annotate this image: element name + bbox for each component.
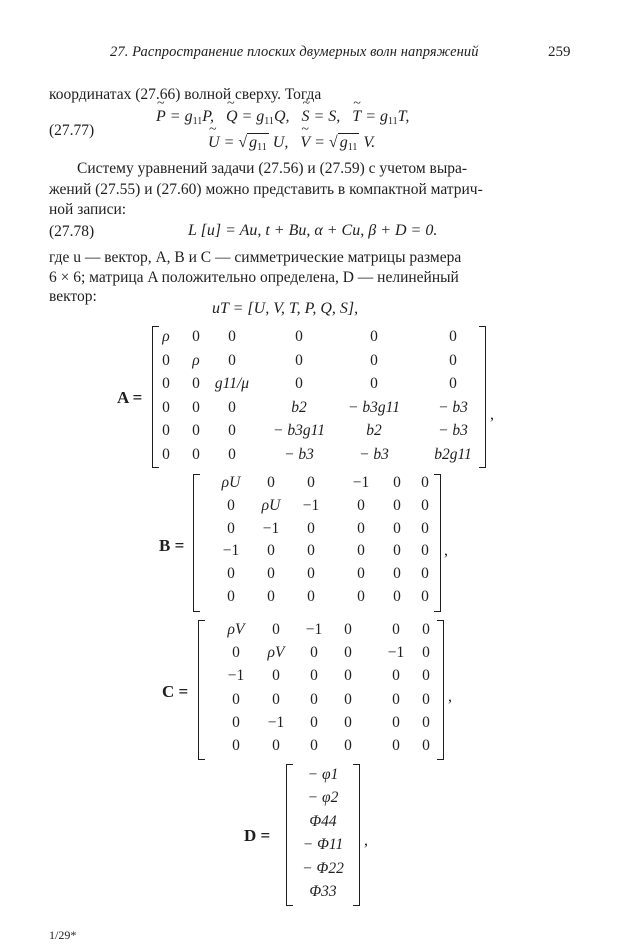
matrix-b-cell-r5-c5: 0 [393,565,401,583]
matrix-c-cell-r1-c1: ρV [227,621,245,638]
equation-27-77-line-2: ~ U = √ $g_{11}$ U, ~ V = √ $g_{11}$ V. [208,134,375,153]
matrix-c-cell-r4-c5: 0 [392,690,400,708]
matrix-b-cell-r6-c5: 0 [393,588,401,605]
vector-d-entry-5: − Φ22 [302,859,344,877]
matrix-a-cell-r3-c6: 0 [449,375,457,392]
matrix-c-cell-r5-c4: 0 [344,713,352,731]
matrix-b-cell-r4-c2: 0 [267,542,275,560]
matrix-c-cell-r2-c6: 0 [422,644,430,662]
matrix-c-cell-r3-c3: 0 [310,667,318,685]
matrix-a-right-bracket [479,326,486,468]
matrix-a-cell-r3-c3: g11/μ [214,375,250,392]
matrix-c-cell-r4-c2: 0 [272,690,280,708]
equation-number-27-77: (27.77) [49,122,95,139]
matrix-b-cell-r4-c3: 0 [307,542,315,560]
vector-d-entry-1: − φ1 [307,766,339,783]
matrix-b-cell-r2-c2: ρU [261,496,281,514]
matrix-a-cell-r1-c6: 0 [449,328,457,345]
matrix-b-cell-r4-c4: 0 [357,542,365,560]
matrix-b-label: B = [159,536,185,555]
matrix-b-cell-r3-c6: 0 [421,519,429,537]
matrix-b-cell-r1-c2: 0 [267,474,275,491]
matrix-b-cell-r3-c3: 0 [307,519,315,537]
matrix-c-cell-r5-c5: 0 [392,713,400,731]
printer-signature: 1/29* [49,928,77,942]
matrix-a-label: A = [117,388,143,407]
matrix-a-cell-r1-c3: 0 [228,328,236,345]
matrix-c [198,620,444,760]
matrix-c-cell-r6-c5: 0 [392,737,400,754]
text-para1-line-3: ной записи: [49,201,127,218]
vector-d-label: D = [244,826,271,845]
matrix-b-cell-r5-c6: 0 [421,565,429,583]
vector-d-entry-2: − φ2 [307,789,339,807]
matrix-b-right-bracket [434,474,441,612]
matrix-a-cell-r6-c4: − b3 [284,445,314,463]
matrix-c-cell-r6-c6: 0 [422,737,430,754]
matrix-c-cell-r2-c5: −1 [387,644,405,662]
matrix-a-cell-r2-c4: 0 [295,351,303,369]
matrix-b-cell-r2-c4: 0 [357,496,365,514]
matrix-b-cell-r2-c1: 0 [227,496,235,514]
matrix-c-cell-r6-c1: 0 [232,737,240,754]
matrix-b-cell-r4-c6: 0 [421,542,429,560]
matrix-c-cell-r5-c3: 0 [310,713,318,731]
matrix-c-cell-r4-c1: 0 [232,690,240,708]
matrix-a-cell-r4-c1: 0 [162,398,170,416]
matrix-b [193,474,441,612]
matrix-c-right-bracket [437,620,444,760]
matrix-a-cell-r1-c1: ρ [162,328,170,345]
matrix-b-cell-r4-c1: −1 [222,542,240,560]
matrix-a-cell-r4-c6: − b3 [438,398,468,416]
matrix-b-cell-r3-c1: 0 [227,519,235,537]
text-line-1: координатах (27.66) волной сверху. Тогда [49,86,322,103]
matrix-b-cell-r6-c6: 0 [421,588,429,605]
matrix-b-cell-r6-c2: 0 [267,588,275,605]
matrix-a-cell-r2-c6: 0 [449,351,457,369]
matrix-a-cell-r5-c4: − b3g11 [273,422,325,439]
vector-d [286,764,360,906]
matrix-a-cell-r2-c5: 0 [370,351,378,369]
matrix-c-cell-r1-c5: 0 [392,621,400,638]
matrix-b-cell-r5-c3: 0 [307,565,315,583]
matrix-b-cell-r4-c5: 0 [393,542,401,560]
matrix-c-cell-r5-c2: −1 [267,713,285,731]
matrix-b-cell-r1-c3: 0 [307,474,315,491]
matrix-c-cell-r2-c4: 0 [344,644,352,662]
matrix-c-cell-r2-c2: ρV [267,644,285,662]
matrix-a-cell-r6-c2: 0 [192,445,200,463]
matrix-b-cell-r5-c1: 0 [227,565,235,583]
text-para1-line-1: Систему уравнений задачи (27.56) и (27.59) с учетом выра- [77,160,468,177]
matrix-c-cell-r2-c1: 0 [232,644,240,662]
matrix-a-cell-r2-c2: ρ [192,351,200,369]
page-number: 259 [548,44,571,60]
matrix-a-cell-r4-c2: 0 [192,398,200,416]
matrix-a-cell-r5-c6: − b3 [438,422,468,439]
matrix-c-comma: , [448,688,452,705]
vector-d-left-bracket [286,764,293,906]
matrix-c-cell-r2-c3: 0 [310,644,318,662]
vector-d-entry-4: − Φ11 [302,836,344,854]
matrix-a-comma: , [490,406,494,423]
matrix-b-cell-r2-c5: 0 [393,496,401,514]
equation-number-27-78: (27.78) [49,223,95,240]
matrix-a-cell-r6-c3: 0 [228,445,236,463]
matrix-a-cell-r1-c4: 0 [295,328,303,345]
matrix-c-cell-r1-c3: −1 [305,621,323,638]
matrix-a-cell-r5-c1: 0 [162,422,170,439]
matrix-c-cell-r5-c1: 0 [232,713,240,731]
matrix-a-cell-r1-c2: 0 [192,328,200,345]
text-para2-line-3: вектор: [49,288,97,305]
vector-d-comma: , [364,832,368,849]
matrix-c-cell-r3-c2: 0 [272,667,280,685]
vector-d-entry-6: Φ33 [309,883,337,900]
matrix-c-cell-r4-c6: 0 [422,690,430,708]
matrix-b-cell-r3-c2: −1 [262,519,280,537]
matrix-a-cell-r3-c2: 0 [192,375,200,392]
matrix-c-cell-r3-c5: 0 [392,667,400,685]
matrix-c-cell-r4-c3: 0 [310,690,318,708]
running-title: 27. Распространение плоских двумерных волн напряжений [110,44,479,60]
matrix-a [152,326,486,468]
matrix-b-cell-r5-c2: 0 [267,565,275,583]
matrix-c-cell-r5-c6: 0 [422,713,430,731]
matrix-b-cell-r3-c4: 0 [357,519,365,537]
matrix-a-cell-r2-c1: 0 [162,351,170,369]
matrix-c-cell-r6-c4: 0 [344,737,352,754]
matrix-a-cell-r4-c4: b2 [291,398,307,416]
matrix-a-cell-r5-c3: 0 [228,422,236,439]
matrix-b-cell-r1-c6: 0 [421,474,429,491]
matrix-b-cell-r6-c4: 0 [357,588,365,605]
text-para2-line-2: 6 × 6; матрица A положительно определена, D — нелинейный [49,269,459,286]
matrix-a-cell-r4-c5: − b3g11 [348,398,400,416]
matrix-c-cell-r6-c3: 0 [310,737,318,754]
matrix-a-cell-r6-c6: b2g11 [434,445,472,463]
matrix-b-cell-r1-c4: −1 [352,474,370,491]
matrix-b-left-bracket [193,474,200,612]
vector-d-entry-3: Φ44 [309,812,337,830]
matrix-a-cell-r4-c3: 0 [228,398,236,416]
matrix-b-comma: , [444,542,448,559]
text-para1-line-2: жений (27.55) и (27.60) можно представить в компактной матрич- [49,181,483,198]
matrix-b-cell-r6-c3: 0 [307,588,315,605]
matrix-c-cell-r1-c6: 0 [422,621,430,638]
matrix-a-cell-r6-c5: − b3 [359,445,389,463]
vector-d-right-bracket [353,764,360,906]
matrix-b-cell-r1-c1: ρU [221,474,241,491]
equation-27-77-line-1: ~ $P = g_{11}P$, ~ $Q = g_{11}Q$, ~ S = S, ~ $T = g_{11}T$, [156,108,409,127]
matrix-a-cell-r5-c5: b2 [366,422,382,439]
matrix-a-cell-r3-c1: 0 [162,375,170,392]
matrix-a-cell-r3-c5: 0 [370,375,378,392]
matrix-c-cell-r1-c4: 0 [344,621,352,638]
matrix-c-cell-r3-c6: 0 [422,667,430,685]
matrix-c-cell-r6-c2: 0 [272,737,280,754]
matrix-a-cell-r1-c5: 0 [370,328,378,345]
matrix-a-cell-r2-c3: 0 [228,351,236,369]
matrix-b-cell-r5-c4: 0 [357,565,365,583]
matrix-b-cell-r2-c6: 0 [421,496,429,514]
matrix-a-cell-r5-c2: 0 [192,422,200,439]
matrix-b-cell-r1-c5: 0 [393,474,401,491]
matrix-b-cell-r2-c3: −1 [302,496,320,514]
matrix-c-cell-r3-c1: −1 [227,667,245,685]
matrix-a-cell-r3-c4: 0 [295,375,303,392]
matrix-c-cell-r3-c4: 0 [344,667,352,685]
matrix-c-cell-r1-c2: 0 [272,621,280,638]
matrix-b-cell-r3-c5: 0 [393,519,401,537]
matrix-c-label: C = [162,682,189,701]
matrix-a-left-bracket [152,326,159,468]
vector-u-transpose: uT = [U, V, T, P, Q, S], [212,300,359,317]
matrix-c-left-bracket [198,620,205,760]
matrix-b-cell-r6-c1: 0 [227,588,235,605]
matrix-a-cell-r6-c1: 0 [162,445,170,463]
matrix-c-cell-r4-c4: 0 [344,690,352,708]
text-para2-line-1: где u — вектор, A, B и C — симметрические матрицы размера [49,249,462,266]
equation-27-78: L [u] = Au, t + Bu, α + Cu, β + D = 0. [188,222,438,239]
